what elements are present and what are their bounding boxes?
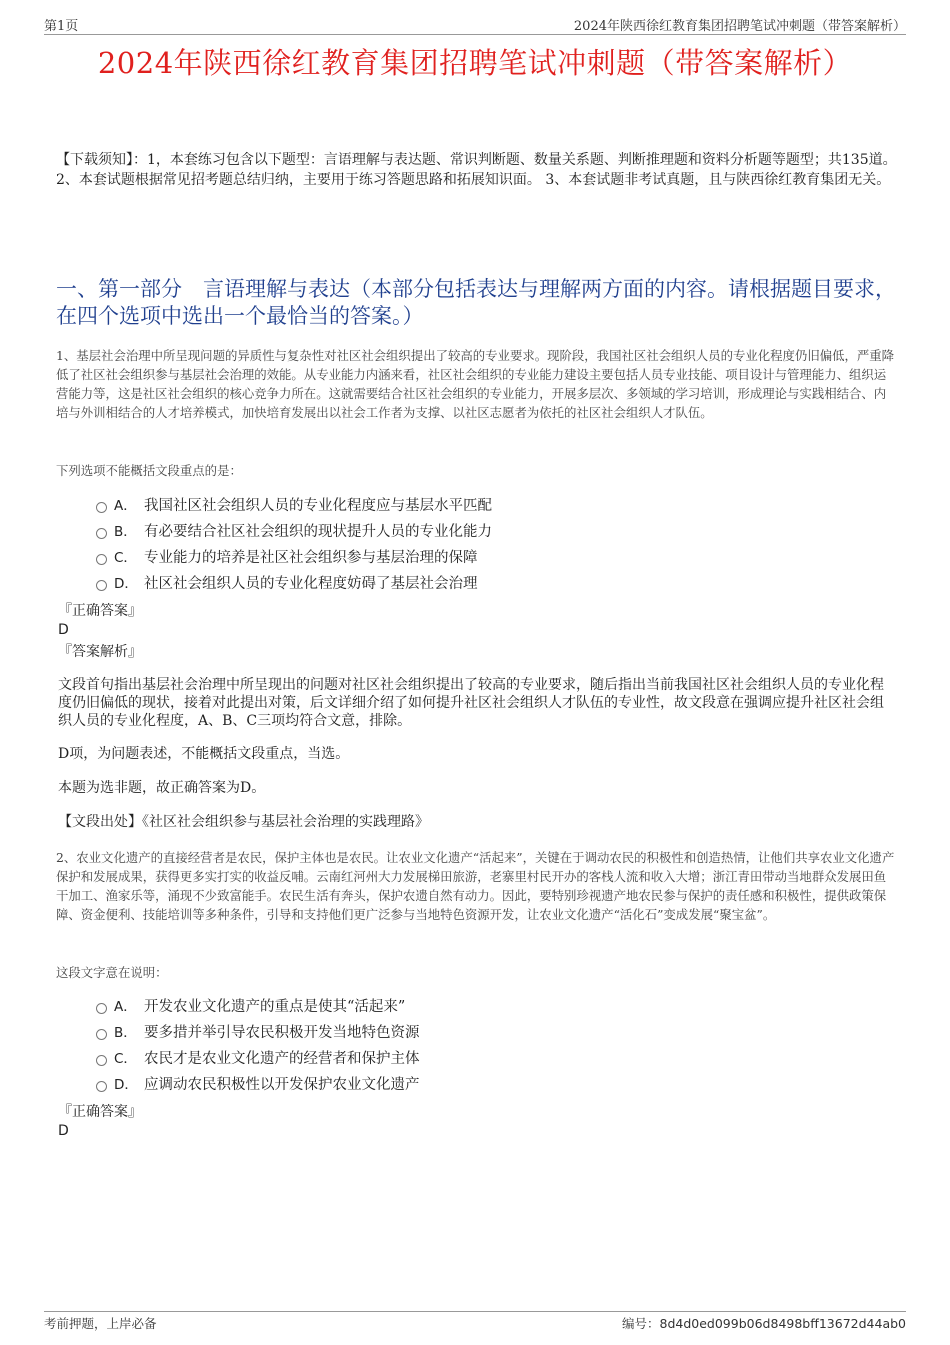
question-1-option-d[interactable]	[96, 572, 896, 596]
question-1-passage: 1、基层社会治理中所呈现问题的异质性与复杂性对社区社会组织提出了较高的专业要求。现阶段，我国社区社会组织人员的专业化程度仍旧偏低，严重降低了社区社会组织参与基层社会治理的效能。从专业能力内涵来看，社区社会组织的专业能力建设主要包括人员专业技能、项目设计与管理能力、组织运营能力等，这是社区社会组织的核心竞争力所在。这就需要结合社区社会组织的专业能力，开展多层次、多领域的学习培训，形成理论与实践相结合、内培与外训相结合的人才培养模式，加快培育发展出以社会工作者为支撑、以社区志愿者为依托的社区社会组织人才队伍。	[56, 348, 895, 420]
question-2-option-b[interactable]	[96, 1021, 896, 1045]
question-1-source: 【文段出处】《社区社会组织参与基层社会治理的实践理路》	[58, 814, 429, 830]
radio-button[interactable]	[96, 528, 107, 539]
question-1-option-a[interactable]	[96, 494, 896, 518]
question-1-analysis-paragraph: 本题为选非题，故正确答案为D。	[58, 780, 266, 796]
question-1-option-c[interactable]	[96, 546, 896, 570]
header-divider	[44, 34, 906, 35]
question-2-answer: D	[58, 1123, 69, 1139]
option-letter: A．	[114, 999, 137, 1015]
question-1-analysis-label: 『答案解析』	[58, 644, 142, 660]
option-letter: A．	[114, 498, 137, 514]
question-1-prompt: 下列选项不能概括文段重点的是：	[56, 463, 242, 478]
question-2-option-a[interactable]	[96, 995, 896, 1019]
question-1-answer: D	[58, 622, 69, 638]
option-letter: D．	[114, 1077, 138, 1093]
code-value: 8d4d0ed099b06d8498bff13672d44ab0	[659, 1316, 906, 1331]
option-letter: B．	[114, 524, 137, 540]
footer-divider	[44, 1311, 906, 1312]
option-text: 我国社区社会组织人员的专业化程度应与基层水平匹配	[144, 498, 492, 514]
section-heading: 一、第一部分 言语理解与表达（本部分包括表达与理解两方面的内容。请根据题目要求，在四个选项中选出一个最恰当的答案。）	[56, 277, 896, 328]
question-2-option-d[interactable]	[96, 1073, 896, 1097]
page-title: 2024年陕西徐红教育集团招聘笔试冲刺题（带答案解析）	[97, 46, 853, 80]
code-label: 编号：	[621, 1316, 660, 1331]
question-2-prompt: 这段文字意在说明：	[56, 965, 168, 980]
question-1-answer-label: 『正确答案』	[58, 603, 142, 619]
option-text: 有必要结合社区社会组织的现状提升人员的专业化能力	[144, 524, 492, 540]
radio-button[interactable]	[96, 1029, 107, 1040]
option-text: 农民才是农业文化遗产的经营者和保护主体	[144, 1051, 420, 1067]
download-notice: 【下载须知】：1，本套练习包含以下题型：言语理解与表达题、常识判断题、数量关系题、判断推理题和资料分析题等题型；共135道。 2、本套试题根据常见招考题总结归纳，主要用于练习答题思路和拓展知识面。 3、本套试题非考试真题，且与陕西徐红教育集团无关。	[56, 152, 897, 188]
radio-button[interactable]	[96, 1003, 107, 1014]
page-number: 第1页	[44, 19, 79, 34]
option-text: 应调动农民积极性以开发保护农业文化遗产	[144, 1077, 420, 1093]
option-text: 专业能力的培养是社区社会组织参与基层治理的保障	[144, 550, 478, 566]
radio-button[interactable]	[96, 1055, 107, 1066]
option-letter: C．	[114, 550, 137, 566]
option-text: 开发农业文化遗产的重点是使其“活起来”	[144, 999, 406, 1015]
question-2-answer-label: 『正确答案』	[58, 1104, 142, 1120]
radio-button[interactable]	[96, 1081, 107, 1092]
option-letter: C．	[114, 1051, 137, 1067]
running-title: 2024年陕西徐红教育集团招聘笔试冲刺题（带答案解析）	[573, 19, 906, 34]
footer-slogan: 考前押题，上岸必备	[44, 1316, 157, 1331]
radio-button[interactable]	[96, 554, 107, 565]
option-text: 要多措并举引导农民积极开发当地特色资源	[144, 1025, 420, 1041]
option-text: 社区社会组织人员的专业化程度妨碍了基层社会治理	[144, 576, 478, 592]
option-letter: B．	[114, 1025, 137, 1041]
option-letter: D．	[114, 576, 138, 592]
question-1-analysis-paragraph: D项，为问题表述，不能概括文段重点，当选。	[58, 746, 350, 762]
radio-button[interactable]	[96, 580, 107, 591]
question-2-passage: 2、农业文化遗产的直接经营者是农民，保护主体也是农民。让农业文化遗产“活起来”，关键在于调动农民的积极性和创造热情，让他们共享农业文化遗产保护和发展成果，获得更多实打实的收益反哺。云南红河州大力发展梯田旅游，老寨里村民开办的客栈人流和收入大增；浙江青田带动当地群众发展田鱼干加工、渔家乐等，涌现不少致富能手。农民生活有奔头，保护农遗自然有动力。因此，要特别珍视遗产地农民参与保护的责任感和积极性，提供政策保障、资金便利、技能培训等多种条件，引导和支持他们更广泛参与当地特色资源开发，让农业文化遗产“活化石”变成发展“聚宝盆”。	[56, 850, 895, 922]
document-code	[622, 1314, 906, 1332]
question-1-option-b[interactable]	[96, 520, 896, 544]
question-2-option-c[interactable]	[96, 1047, 896, 1071]
radio-button[interactable]	[96, 502, 107, 513]
question-1-analysis-paragraph: 文段首句指出基层社会治理中所呈现出的问题对社区社会组织提出了较高的专业要求，随后指出当前我国社区社会组织人员的专业化程度仍旧偏低的现状，接着对此提出对策，后文详细介绍了如何提升社区社会组织人才队伍的专业性，故文段意在强调应提升社区社会组织人员的专业化程度，A、B、C三项均符合文意，排除。	[58, 677, 884, 729]
